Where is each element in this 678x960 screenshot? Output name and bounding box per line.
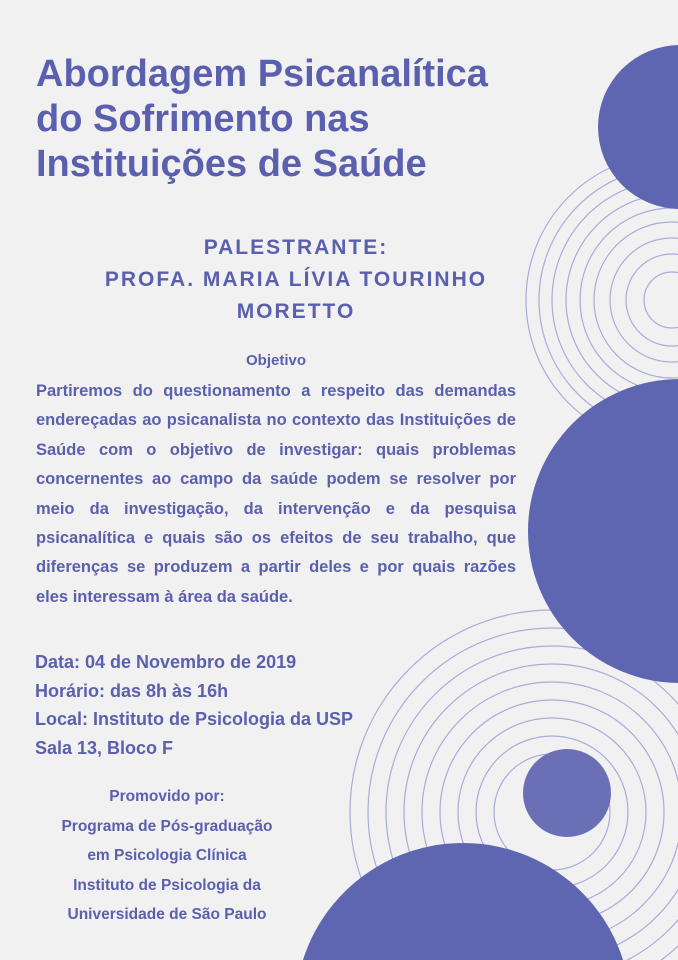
speaker-name-line-2: MORETTO xyxy=(236,300,356,323)
promoter-line-2: em Psicologia Clínica xyxy=(87,847,247,864)
ring xyxy=(626,254,678,346)
speaker-name-line-1: PROFA. MARIA LÍVIA TOURINHO xyxy=(104,268,488,291)
promoter-line-3: Instituto de Psicologia da xyxy=(73,876,261,894)
circle-middle-right xyxy=(528,379,678,683)
event-time: Horário: das 8h às 16h xyxy=(35,680,229,701)
title-line-2: do Sofrimento nas xyxy=(36,98,370,140)
ring xyxy=(594,222,678,378)
promoter-line-4: Universidade de São Paulo xyxy=(67,906,267,923)
title-line-3: Instituições de Saúde xyxy=(36,143,427,185)
promoter-label: Promovido por: xyxy=(109,788,225,805)
speaker-label: PALESTRANTE: xyxy=(203,236,389,259)
title-line-1: Abordagem Psicanalítica xyxy=(36,53,488,95)
event-date: Data: 04 de Novembro de 2019 xyxy=(35,652,297,672)
event-place: Local: Instituto de Psicologia da USP xyxy=(35,709,354,729)
objective-heading: Objetivo xyxy=(245,352,306,369)
event-details xyxy=(35,648,455,762)
circle-small xyxy=(523,749,611,837)
event-room: Sala 13, Bloco F xyxy=(35,737,174,758)
ring xyxy=(566,194,678,406)
ring xyxy=(644,272,678,328)
promoter-line-1: Programa de Pós-graduação xyxy=(61,817,273,835)
promoter-block xyxy=(36,782,298,930)
circle-top-right xyxy=(598,45,678,209)
objective-text: Partiremos do questionamento a respeito das demandas endereçadas ao psicanalista no contexto das Instituições de Saúde com o objetivo de investigar: quais problemas concernentes ao campo da saúde podem se resolver por meio da investigação, da intervenção e da pesquisa psicanalítica e quais são os efeitos de seu trabalho, que diferenças se produzem a partir deles e por quais razões eles interessam à área da saúde. xyxy=(36,382,516,606)
circle-bottom xyxy=(295,843,631,960)
speaker-block xyxy=(36,232,556,328)
event-title xyxy=(36,52,596,187)
